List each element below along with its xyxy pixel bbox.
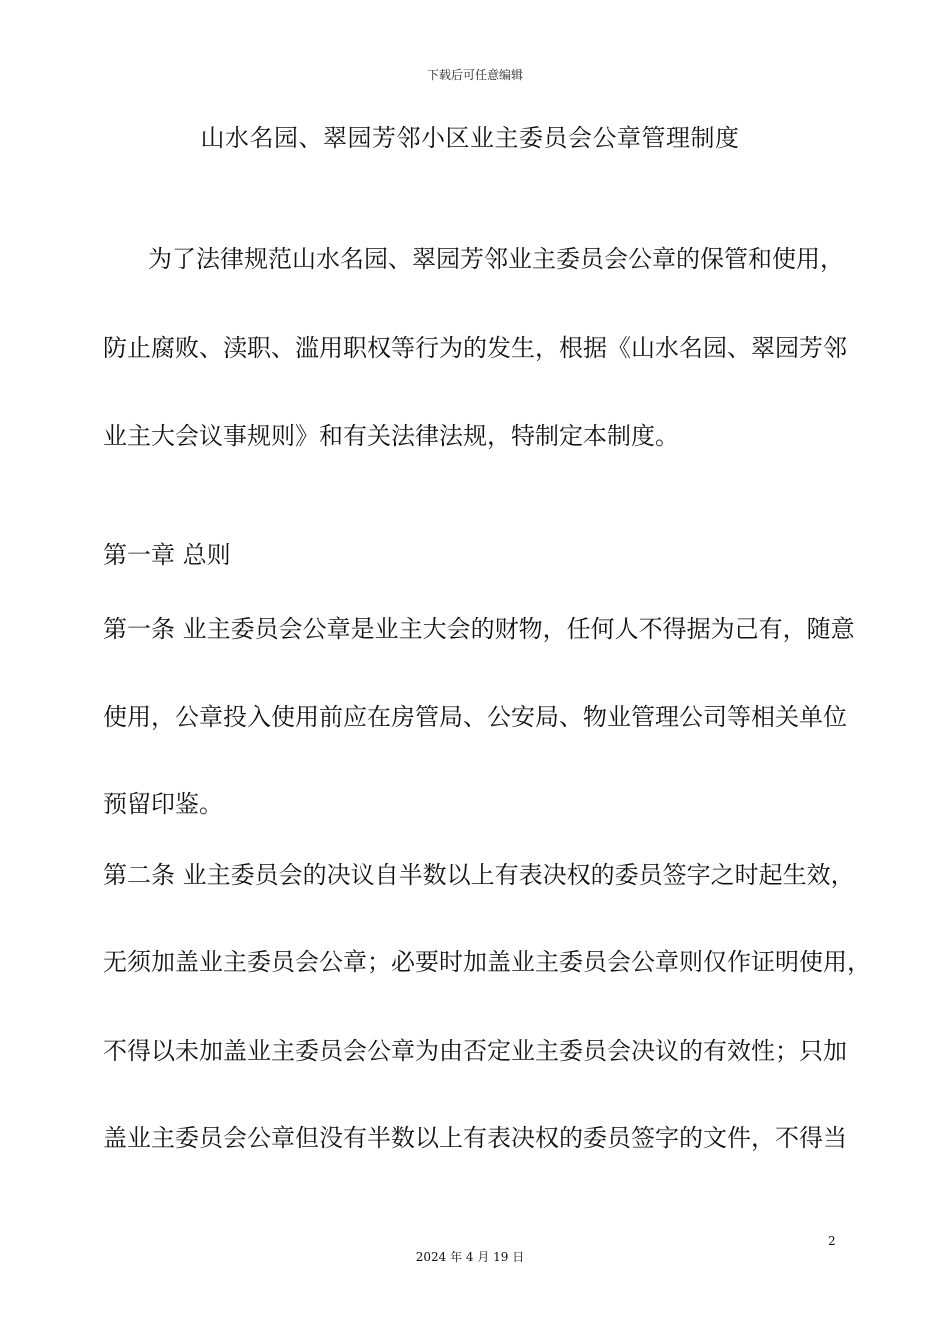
article-2-line-3: 不得以未加盖业主委员会公章为由否定业主委员会决议的有效性；只加 (103, 1037, 847, 1065)
article-2-line-4: 盖业主委员会公章但没有半数以上有表决权的委员签字的文件，不得当 (103, 1124, 847, 1152)
article-2-line-2: 无须加盖业主委员会公章；必要时加盖业主委员会公章则仅作证明使用， (103, 948, 871, 976)
chapter-heading: 第一章 总则 (103, 541, 231, 569)
page-number: 2 (828, 1234, 836, 1248)
intro-line-2: 防止腐败、渎职、滥用职权等行为的发生，根据《山水名园、翠园芳邻 (103, 334, 847, 362)
article-1-line-3: 预留印鉴。 (103, 790, 223, 818)
article-2-line-1: 第二条 业主委员会的决议自半数以上有表决权的委员签字之时起生效， (103, 861, 855, 889)
header-note: 下载后可任意编辑 (426, 68, 523, 82)
document-title: 山水名园、翠园芳邻小区业主委员会公章管理制度 (200, 124, 740, 152)
intro-line-1: 为了法律规范山水名园、翠园芳邻业主委员会公章的保管和使用， (148, 245, 844, 273)
intro-line-3: 业主大会议事规则》和有关法律法规，特制定本制度。 (103, 422, 679, 450)
article-1-line-2: 使用，公章投入使用前应在房管局、公安局、物业管理公司等相关单位 (103, 703, 847, 731)
footer-date: 2024 年 4 月 19 日 (415, 1250, 525, 1264)
article-1-line-1: 第一条 业主委员会公章是业主大会的财物，任何人不得据为己有，随意 (103, 615, 855, 643)
